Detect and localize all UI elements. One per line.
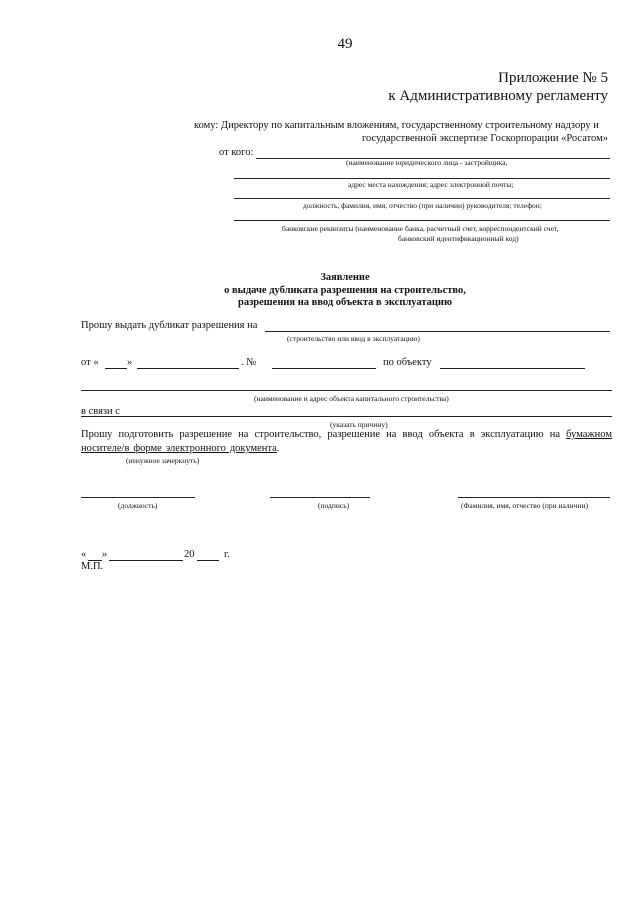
appendix-reference: к Административному регламенту — [388, 88, 608, 104]
date-year-suffix: г. — [224, 549, 230, 560]
date-close-quote: » — [102, 549, 108, 560]
reason-hint: (указать причину) — [330, 420, 388, 429]
document-title: Заявление — [320, 272, 370, 283]
hint-applicant-name: (наименование юридического лица - застройщика, — [346, 158, 508, 167]
request-label: Прошу выдать дубликат разрешения на — [81, 320, 258, 331]
permit-month-field[interactable] — [137, 368, 239, 369]
signature-hint: (подпись) — [318, 501, 350, 510]
object-field-start[interactable] — [440, 368, 585, 369]
document-subtitle-1: о выдаче дубликата разрешения на строительство, — [224, 285, 466, 296]
date-month-field[interactable] — [109, 560, 183, 561]
hint-applicant-address: адрес места нахождения; адрес электронной почты; — [348, 180, 514, 189]
hint-applicant-position: должность, фамилия, имя, отчество (при наличии) руководителя; телефон; — [303, 201, 542, 210]
prepare-text: Прошу подготовить разрешение на строительство, разрешение на ввод объекта в эксплуатацию на — [81, 429, 561, 440]
full-name-hint: (Фамилия, имя, отчество (при наличии) — [461, 501, 588, 510]
object-field[interactable] — [81, 390, 612, 391]
appendix-number: Приложение № 5 — [498, 70, 608, 86]
from-date-quote-close: » — [127, 357, 133, 368]
from-address-line — [234, 178, 610, 179]
strike-hint: (ненужное зачеркнуть) — [126, 456, 200, 465]
hint-bank-details-1: банковские реквизиты (наименование банка, расчетный счет, корреспондентский счет, — [282, 224, 559, 233]
prepare-end: . — [276, 443, 280, 454]
addressee-to-line2: государственной экспертизе Госкорпорации «Росатом» — [361, 133, 608, 144]
from-label: от кого: — [219, 147, 254, 158]
reason-label: в связи с — [81, 406, 120, 417]
prepare-option-paper: бумажном — [566, 429, 612, 440]
from-bank-line — [234, 220, 610, 221]
date-year-field[interactable] — [197, 560, 219, 561]
signature-line[interactable] — [270, 497, 370, 498]
prepare-option-electronic: носителе/в форме электронного документа — [81, 443, 277, 454]
permit-day-field[interactable] — [105, 368, 127, 369]
seal-label: М.П. — [81, 561, 104, 572]
object-hint: (наименование и адрес объекта капитального строительства) — [254, 394, 449, 403]
position-hint: (должность) — [118, 501, 158, 510]
request-type-field[interactable] — [265, 331, 610, 332]
document-subtitle-2: разрешения на ввод объекта в эксплуатацию — [237, 297, 453, 308]
request-type-hint: (строительство или ввод в эксплуатацию) — [287, 334, 420, 343]
number-label: . № — [241, 357, 257, 368]
prepare-paragraph — [81, 428, 612, 456]
from-date-label: от « — [81, 357, 99, 368]
addressee-to — [194, 120, 599, 131]
addressee-to-line1: Директору по капитальным вложениям, государственному строительному надзору и — [220, 120, 599, 131]
addressee-to-prefix: кому: — [194, 120, 219, 131]
permit-number-field[interactable] — [272, 368, 376, 369]
reason-field[interactable] — [81, 416, 612, 417]
page-number: 49 — [337, 36, 353, 52]
full-name-line[interactable] — [458, 497, 610, 498]
date-year-prefix: 20 — [184, 549, 195, 560]
date-open-quote: « — [81, 549, 87, 560]
position-line[interactable] — [81, 497, 195, 498]
hint-bank-details-2: банковский идентификационный код) — [398, 234, 519, 243]
object-label: по объекту — [383, 357, 432, 368]
from-position-line — [234, 198, 610, 199]
